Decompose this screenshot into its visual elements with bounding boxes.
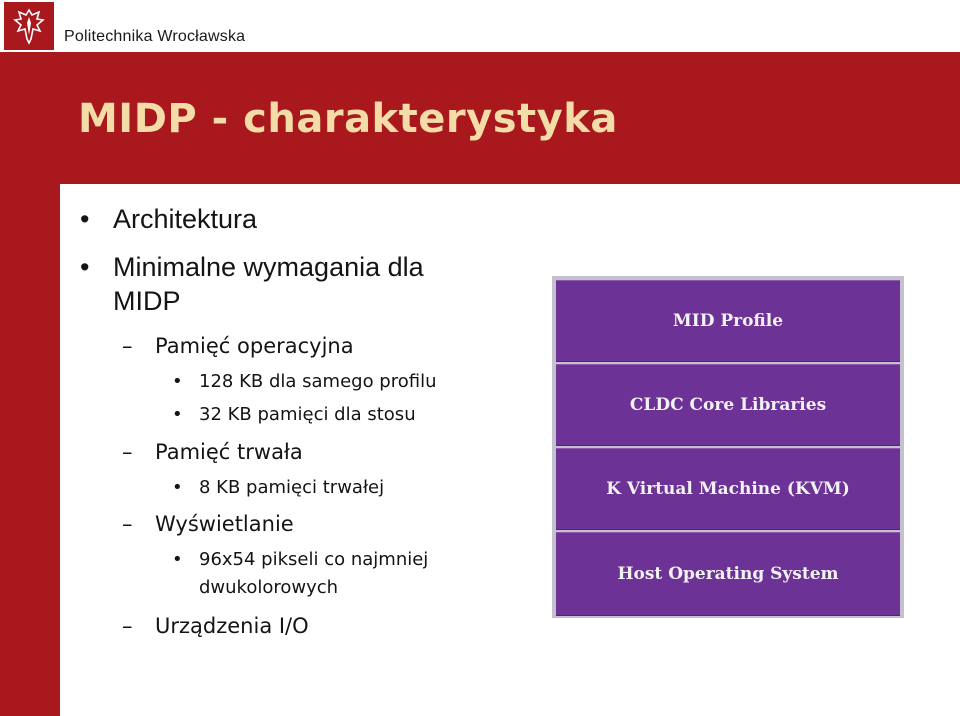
detail-8kb: 8 KB pamięci trwałej bbox=[199, 477, 385, 498]
university-name: Politechnika Wrocławska bbox=[64, 28, 246, 45]
layer-kvm: K Virtual Machine (KVM) bbox=[556, 448, 900, 530]
bullet-wymagania-line1: Minimalne wymagania dla bbox=[113, 252, 424, 282]
university-logo bbox=[4, 2, 54, 50]
layer-cldc-core-libraries: CLDC Core Libraries bbox=[556, 364, 900, 446]
header-strip bbox=[0, 0, 960, 52]
dash-marker: – bbox=[122, 614, 133, 638]
dash-marker: – bbox=[122, 334, 133, 358]
detail-piksele-line2: dwukolorowych bbox=[199, 577, 339, 598]
bullet-wymagania-line2: MIDP bbox=[113, 286, 181, 316]
eagle-crest-icon bbox=[12, 7, 46, 45]
dash-marker: – bbox=[122, 512, 133, 536]
bullet-architektura: Architektura bbox=[113, 204, 258, 234]
bullet-marker: • bbox=[172, 404, 183, 425]
bullet-marker: • bbox=[80, 252, 90, 282]
detail-32kb: 32 KB pamięci dla stosu bbox=[199, 404, 416, 425]
bullet-marker: • bbox=[172, 371, 183, 392]
slide-title: MIDP - charakterystyka bbox=[78, 96, 618, 142]
bullet-marker: • bbox=[172, 549, 183, 570]
dash-marker: – bbox=[122, 440, 133, 464]
bullet-marker: • bbox=[80, 204, 90, 234]
sub-item-pamiec-operacyjna: Pamięć operacyjna bbox=[155, 334, 354, 358]
bullet-marker: • bbox=[172, 477, 183, 498]
architecture-diagram bbox=[552, 276, 904, 618]
left-accent-bar bbox=[0, 52, 60, 716]
detail-128kb: 128 KB dla samego profilu bbox=[199, 371, 437, 392]
layer-host-os: Host Operating System bbox=[556, 532, 900, 616]
sub-item-urzadzenia: Urządzenia I/O bbox=[155, 614, 309, 638]
detail-piksele-line1: 96x54 pikseli co najmniej bbox=[199, 549, 429, 570]
sub-item-wyswietlanie: Wyświetlanie bbox=[155, 512, 294, 536]
sub-item-pamiec-trwala: Pamięć trwała bbox=[155, 440, 303, 464]
layer-mid-profile: MID Profile bbox=[556, 280, 900, 362]
